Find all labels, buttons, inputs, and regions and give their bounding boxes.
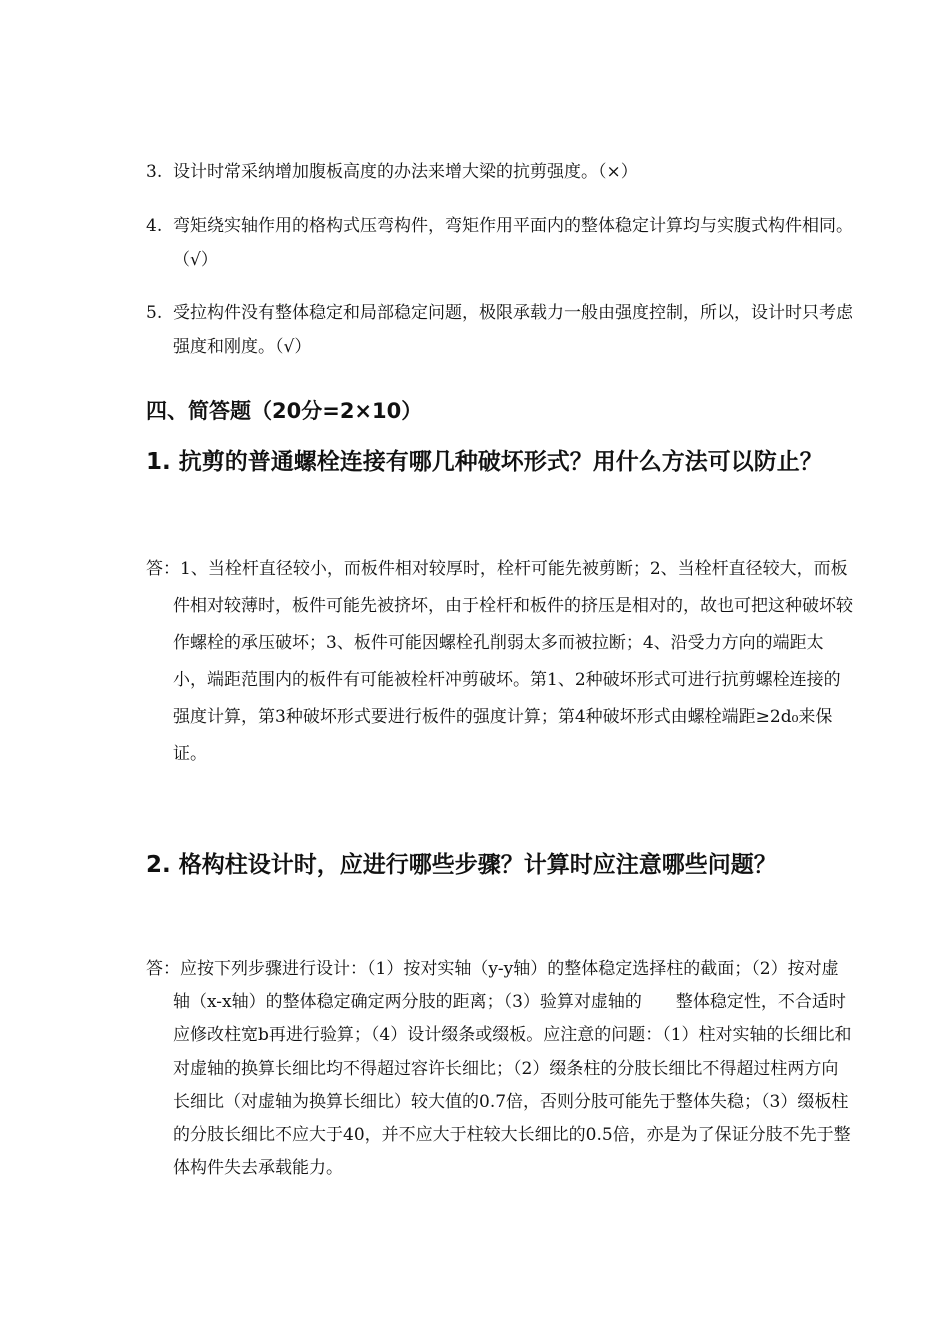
question-2-title: 2. 格构柱设计时，应进行哪些步骤？计算时应注意哪些问题？ bbox=[146, 852, 777, 878]
tf-item-4 bbox=[146, 209, 853, 277]
tf-item-text: 设计时常采纳增加腹板高度的办法来增大梁的抗剪强度。（×） bbox=[173, 162, 638, 182]
tf-item-number: 4. bbox=[146, 216, 163, 236]
tf-item-number: 5. bbox=[146, 303, 163, 323]
question-2-answer: 答：应按下列步骤进行设计：（1）按对实轴（y-y轴）的整体稳定选择柱的截面；（2）按对虚轴（x-x轴）的整体稳定确定两分肢的距离；（3）验算对虚轴的 整体稳定性，不合适时应修改柱宽b再进行验算；（4）设计缀条或缀板。应注意的问题：（1）柱对实轴的长细比和对虚轴的换算长细比均不得超过容许长细比；（2）缀条柱的分肢长细比不得超过柱两方向长细比（对虚轴为换算长细比）较大值的0.7倍，否则分肢可能先于整体失稳；（3）缀板柱的分肢长细比不应大于40，并不应大于柱较大长细比的0.5倍，亦是为了保证分肢不先于整体构件失去承载能力。 bbox=[146, 959, 852, 1179]
section-title: 四、简答题（20分=2×10） bbox=[146, 399, 423, 423]
question-1-title: 1. 抗剪的普通螺栓连接有哪几种破坏形式？用什么方法可以防止？ bbox=[146, 449, 823, 475]
tf-item-5 bbox=[146, 296, 853, 364]
question-1-answer: 答：1、当栓杆直径较小，而板件相对较厚时，栓杆可能先被剪断；2、当栓杆直径较大，而板件相对较薄时，板件可能先被挤坏，由于栓杆和板件的挤压是相对的，故也可把这种破坏较作螺栓的承压破坏；3、板件可能因螺栓孔削弱太多而被拉断；4、沿受力方向的端距太小，端距范围内的板件有可能被栓杆冲剪破坏。第1、2种破坏形式可进行抗剪螺栓连接的强度计算，第3种破坏形式要进行板件的强度计算；第4种破坏形式由螺栓端距≥2d₀来保证。 bbox=[146, 559, 853, 764]
tf-item-3 bbox=[146, 155, 853, 189]
tf-item-text: 弯矩绕实轴作用的格构式压弯构件，弯矩作用平面内的整体稳定计算均与实腹式构件相同。（√） bbox=[173, 216, 853, 270]
tf-item-text: 受拉构件没有整体稳定和局部稳定问题，极限承载力一般由强度控制，所以，设计时只考虑强度和刚度。（√） bbox=[173, 303, 853, 357]
tf-item-number: 3. bbox=[146, 162, 163, 182]
